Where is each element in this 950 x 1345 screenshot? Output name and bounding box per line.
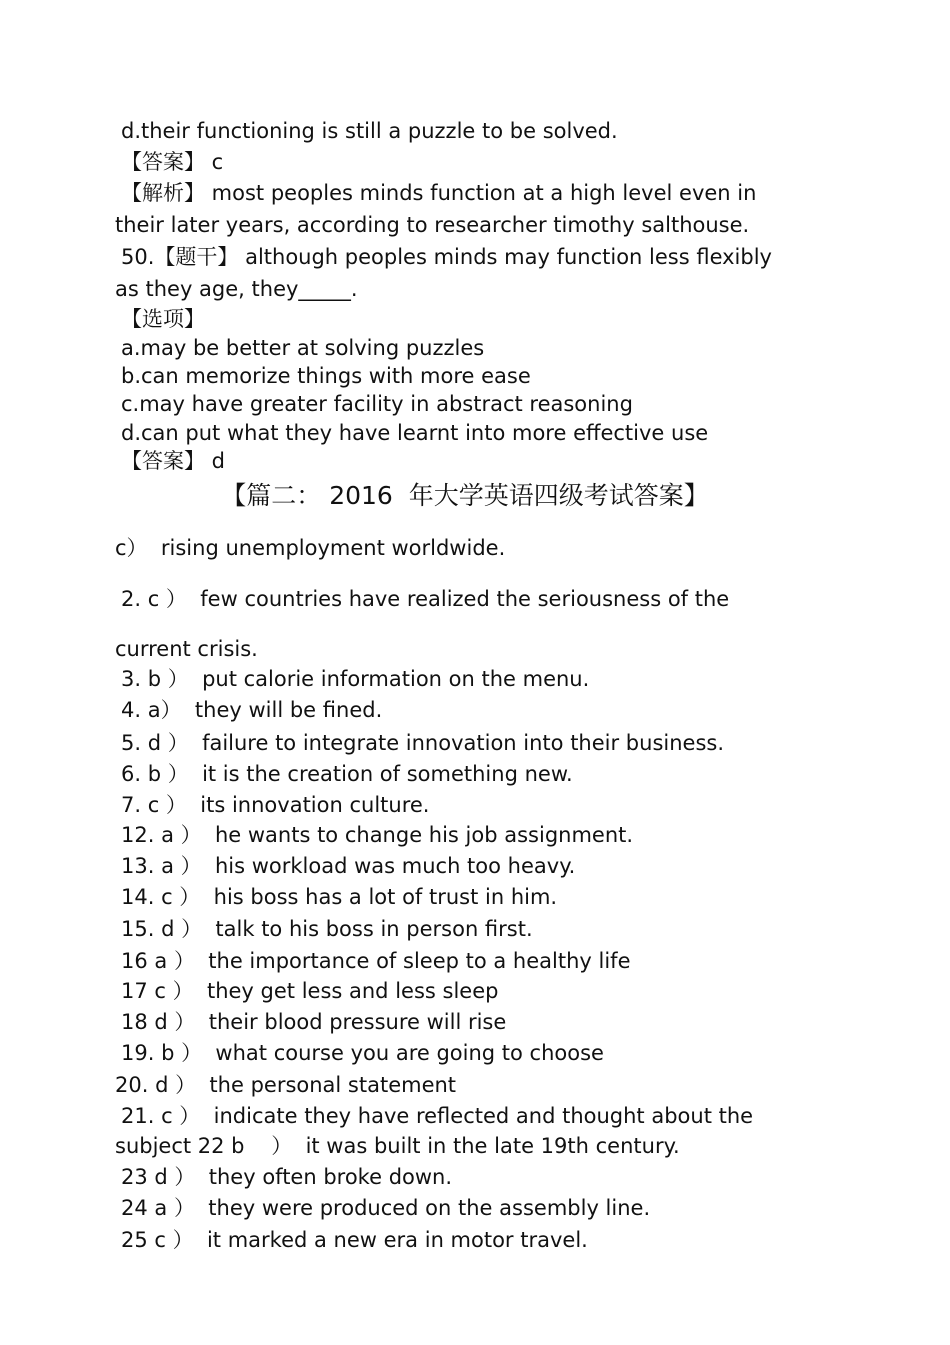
analysis-continuation: their later years, according to researcher timothy salthouse. <box>115 213 750 237</box>
answer-item: 17 c ） they get less and less sleep <box>121 979 499 1003</box>
answer-item: 19. b ） what course you are going to choose <box>121 1041 604 1065</box>
answer-item: 2. c ） few countries have realized the seriousness of the <box>121 587 730 611</box>
option-b: b.can memorize things with more ease <box>121 364 531 388</box>
section-heading: 【篇二： 2016 年大学英语四级考试答案】 <box>221 481 709 510</box>
answer-item: 16 a ） the importance of sleep to a healthy life <box>121 949 631 973</box>
answer-item: 6. b ） it is the creation of something new. <box>121 762 573 786</box>
option-a: a.may be better at solving puzzles <box>121 336 485 360</box>
answer-item: 12. a ） he wants to change his job assignment. <box>121 823 634 847</box>
answer-line: 【答案】 c <box>121 150 224 174</box>
option-d: d.can put what they have learnt into more effective use <box>121 421 709 445</box>
answer-item: 5. d ） failure to integrate innovation into their business. <box>121 731 725 755</box>
answer-line: 【答案】 d <box>121 449 226 473</box>
answer-item: 23 d ） they often broke down. <box>121 1165 453 1189</box>
answer-item: 21. c ） indicate they have reflected and thought about the <box>121 1104 754 1128</box>
answer-item: 14. c ） his boss has a lot of trust in him. <box>121 885 558 909</box>
answer-item: 7. c ） its innovation culture. <box>121 793 430 817</box>
options-label: 【选项】 <box>121 307 205 331</box>
answer-item-continuation: subject 22 b ） it was built in the late 19th century. <box>115 1134 680 1158</box>
answer-item: 3. b ） put calorie information on the menu. <box>121 667 590 691</box>
answer-item: 20. d ） the personal statement <box>115 1073 457 1097</box>
question-50-stem: 50.【题干】 although peoples minds may function less flexibly <box>121 245 772 269</box>
answer-item: 18 d ） their blood pressure will rise <box>121 1010 507 1034</box>
answer-item: 4. a） they will be fined. <box>121 698 383 722</box>
analysis-line: 【解析】 most peoples minds function at a high level even in <box>121 181 757 205</box>
answer-item: c） rising unemployment worldwide. <box>115 536 506 560</box>
question-50-stem-continuation: as they age, they_____. <box>115 277 358 301</box>
answer-item: 13. a ） his workload was much too heavy. <box>121 854 576 878</box>
option-d-line: d.their functioning is still a puzzle to be solved. <box>121 119 618 143</box>
option-c: c.may have greater facility in abstract reasoning <box>121 392 633 416</box>
answer-item: 25 c ） it marked a new era in motor travel. <box>121 1228 588 1252</box>
answer-item-continuation: current crisis. <box>115 637 258 661</box>
answer-item: 15. d ） talk to his boss in person first. <box>121 917 533 941</box>
answer-item: 24 a ） they were produced on the assembly line. <box>121 1196 651 1220</box>
